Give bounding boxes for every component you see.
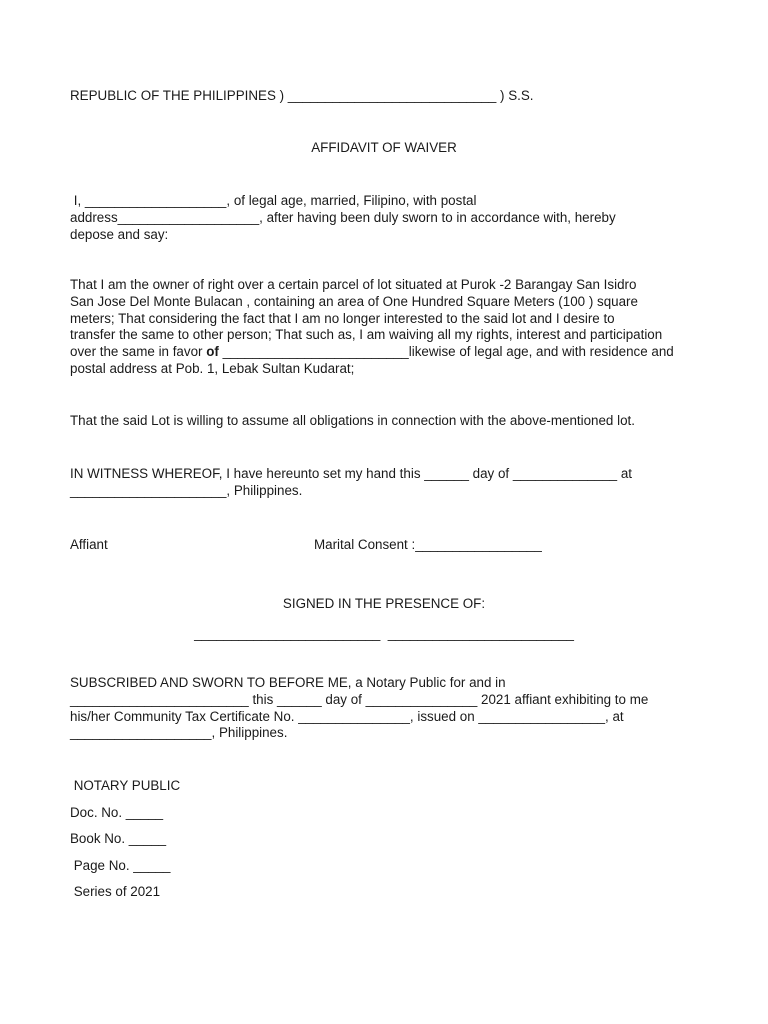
affiant-label: Affiant bbox=[70, 537, 108, 552]
intro-line: depose and say: bbox=[70, 226, 169, 242]
ownership-line: That I am the owner of right over a certain parcel of lot situated at Purok -2 Barangay San Isidro bbox=[70, 277, 637, 292]
document-title: AFFIDAVIT OF WAIVER bbox=[311, 140, 457, 155]
ownership-bold-of: of bbox=[206, 344, 219, 360]
witness-line: IN WITNESS WHEREOF, I have hereunto set my hand this ______ day of ______________ at bbox=[70, 466, 632, 481]
ownership-text: over the same in favor bbox=[70, 344, 207, 360]
jurat-line: ________________________ this ______ day of _______________ 2021 affiant exhibiting to me bbox=[70, 691, 649, 707]
series-line: Series of 2021 bbox=[70, 884, 161, 899]
witness-paragraph bbox=[70, 466, 710, 500]
ownership-text: _________________________likewise of legal age, and with residence and bbox=[218, 344, 674, 360]
marital-consent-line: Marital Consent :_________________ bbox=[314, 537, 542, 552]
venue-line: REPUBLIC OF THE PHILIPPINES ) ____________________________ ) S.S. bbox=[70, 88, 534, 103]
intro-paragraph bbox=[70, 193, 710, 243]
ownership-line: San Jose Del Monte Bulacan , containing an area of One Hundred Square Meters (100 ) square bbox=[70, 293, 638, 309]
witness-signature-lines: _________________________ _________________________ bbox=[194, 626, 574, 641]
jurat-line: his/her Community Tax Certificate No. _______________, issued on _________________, at bbox=[70, 708, 624, 724]
obligations-paragraph: That the said Lot is willing to assume all obligations in connection with the above-mentioned lot. bbox=[70, 413, 635, 428]
presence-heading: SIGNED IN THE PRESENCE OF: bbox=[282, 596, 486, 611]
ownership-line: transfer the same to other person; That such as, I am waiving all my rights, interest and participation bbox=[70, 327, 663, 343]
page-no-line: Page No. _____ bbox=[70, 858, 171, 873]
witness-line: _____________________, Philippines. bbox=[70, 482, 303, 498]
intro-line: I, ___________________, of legal age, married, Filipino, with postal bbox=[70, 193, 477, 208]
ownership-line: meters; That considering the fact that I am no longer interested to the said lot and I desire to bbox=[70, 310, 615, 326]
ownership-paragraph bbox=[70, 277, 710, 378]
jurat-line: ___________________, Philippines. bbox=[70, 725, 288, 741]
jurat-paragraph bbox=[70, 675, 710, 742]
ownership-line bbox=[70, 344, 710, 361]
ownership-line: postal address at Pob. 1, Lebak Sultan Kudarat; bbox=[70, 360, 355, 376]
notary-public-label: NOTARY PUBLIC bbox=[70, 778, 181, 793]
book-no-line: Book No. _____ bbox=[70, 831, 167, 846]
intro-line: address___________________, after having been duly sworn to in accordance with, hereby bbox=[70, 209, 616, 225]
doc-no-line: Doc. No. _____ bbox=[70, 805, 164, 820]
jurat-line: SUBSCRIBED AND SWORN TO BEFORE ME, a Notary Public for and in bbox=[70, 675, 506, 690]
